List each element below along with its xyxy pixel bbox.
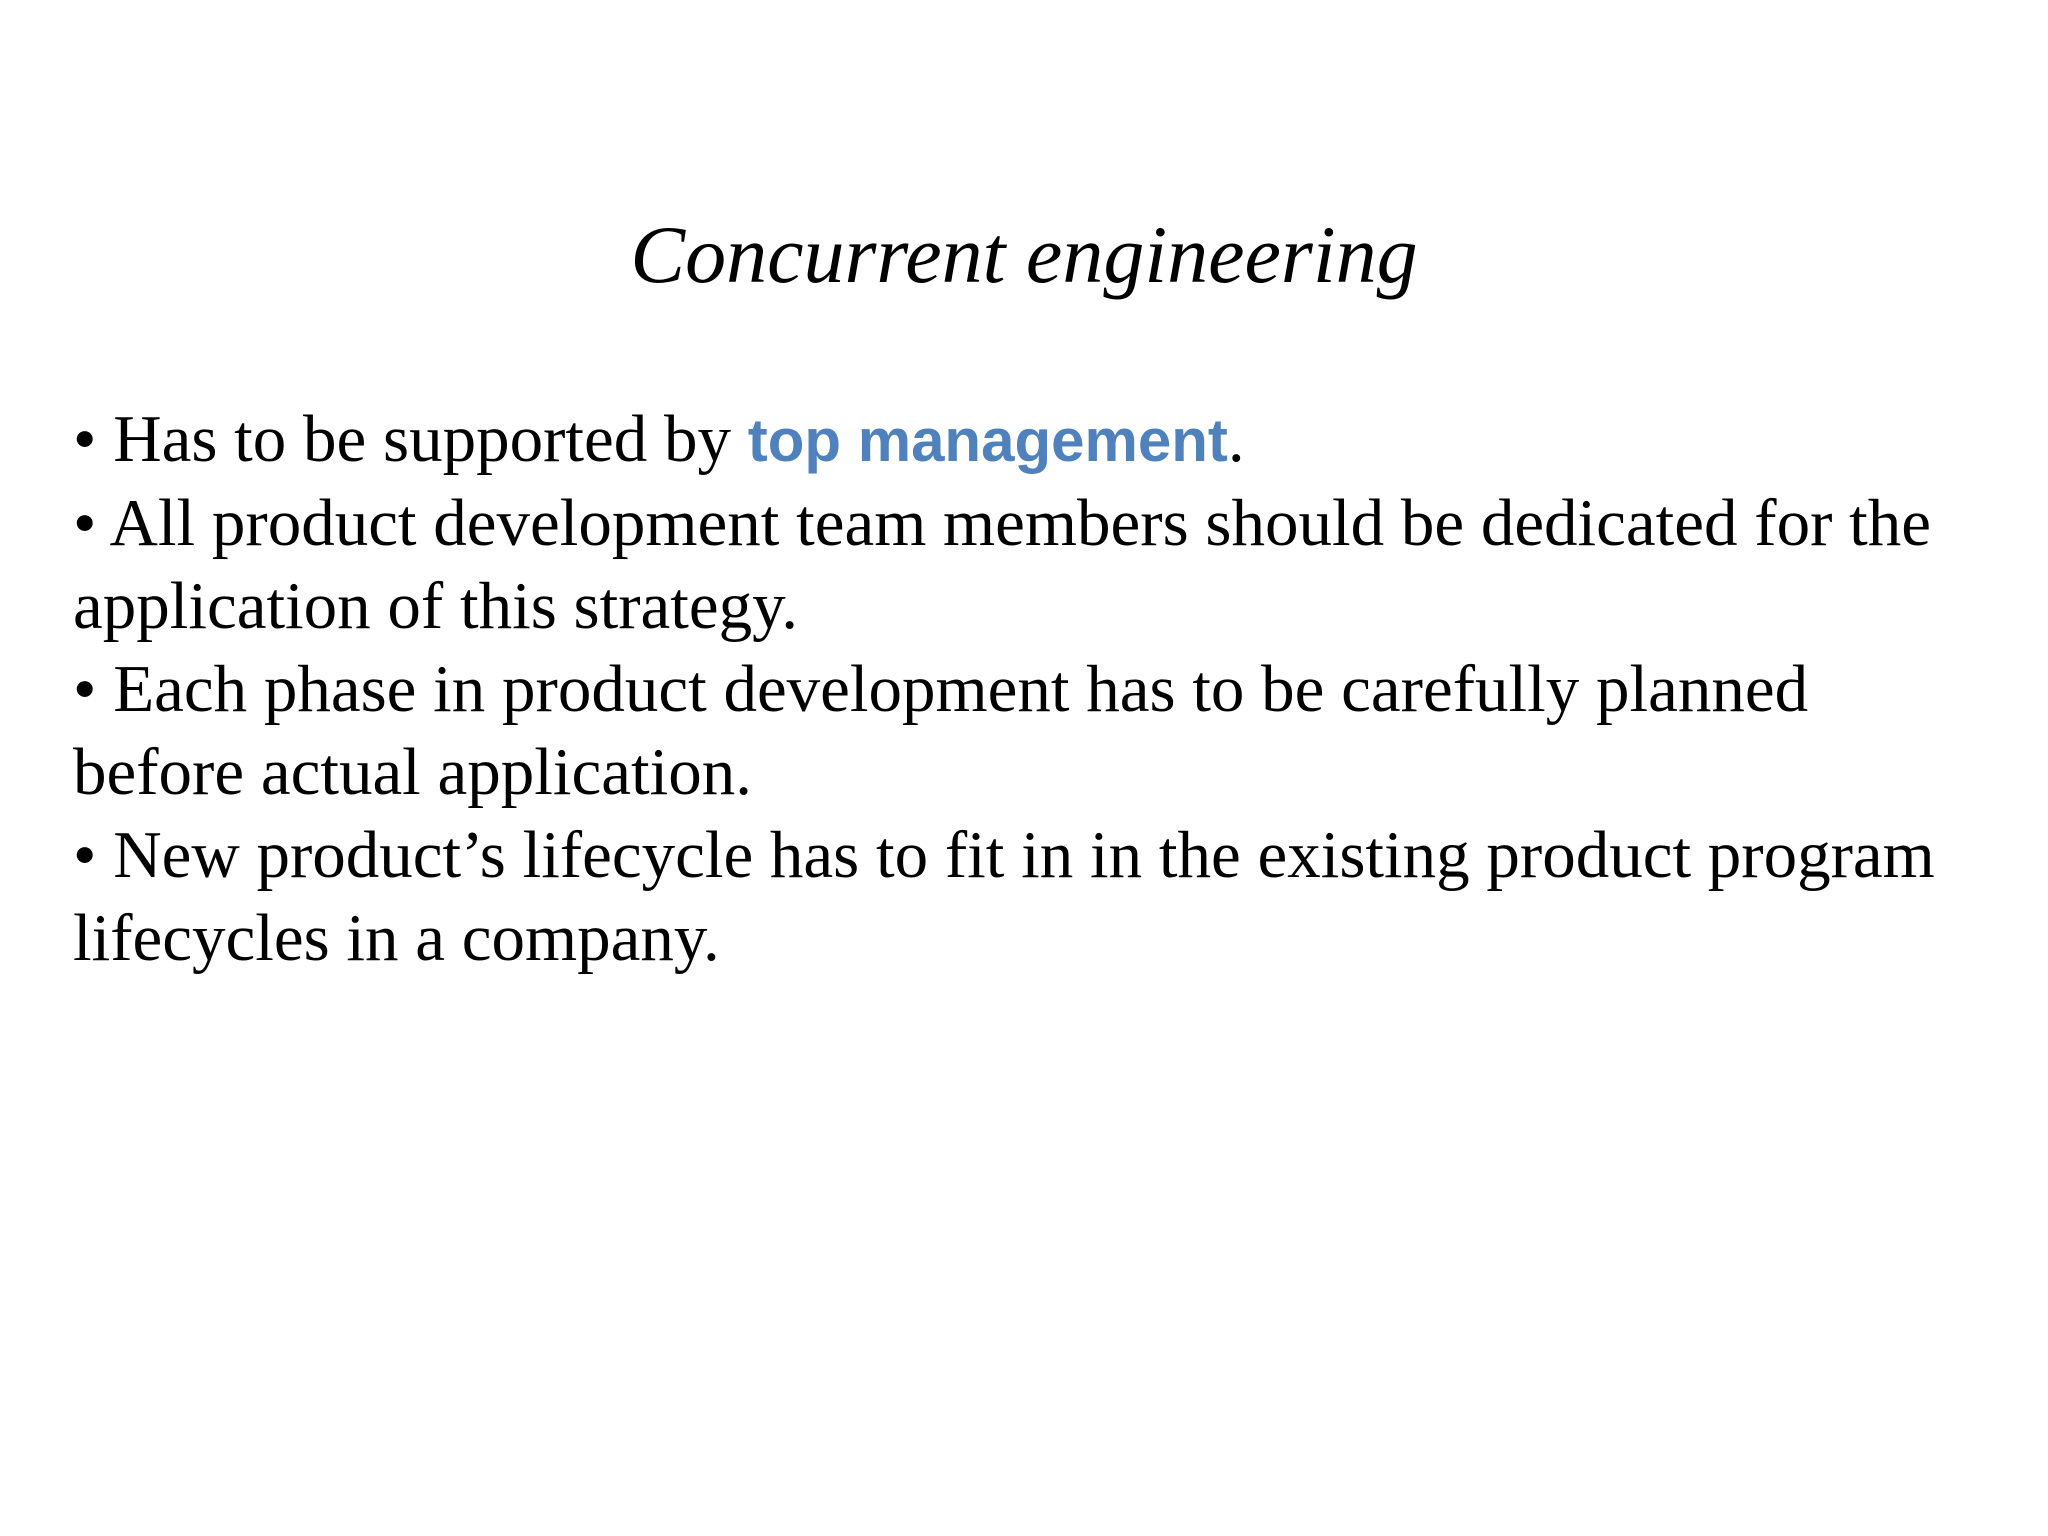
highlighted-term: top management [747,407,1228,474]
bullet-item-3 [73,648,1993,814]
bullet-item-4 [73,814,1993,980]
slide-title: Concurrent engineering [630,209,1418,300]
bullet-marker: • [73,652,114,726]
bullet-item-1 [73,398,1993,482]
bullet-text: Has to be supported by [113,402,748,476]
bullet-text: New product’s lifecycle has to fit in in the existing product program lifecycles in a company. [73,818,1935,975]
bullet-marker: • [73,402,114,476]
bullet-text-end: . [1227,402,1245,476]
bullet-text: Each phase in product development has to be carefully planned before actual application. [73,652,1809,809]
bullet-marker: • [73,486,110,560]
bullet-item-2 [73,482,1993,648]
bullet-text: All product development team members should be dedicated for the application of this strategy. [73,486,1931,643]
bullet-marker: • [73,818,114,892]
bullet-list [73,398,1993,980]
